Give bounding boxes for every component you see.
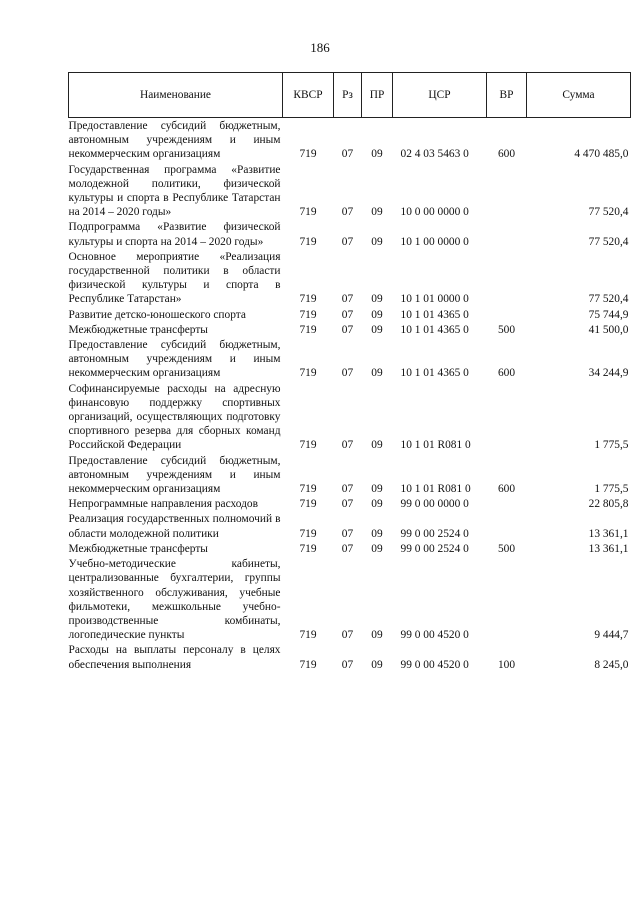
row-vr: 500: [497, 323, 516, 336]
row-pr: 09: [371, 323, 383, 336]
row-kvsr: 719: [299, 658, 317, 671]
row-sum: 77 520,4: [588, 293, 629, 306]
row-pr: 09: [371, 542, 383, 555]
table-row: [69, 249, 631, 307]
row-vr: 500: [497, 542, 516, 555]
row-pr: 09: [371, 308, 383, 321]
row-pr: 09: [371, 629, 383, 642]
row-sum: 34 244,9: [588, 367, 629, 380]
row-csr: 10 1 01 4365 0: [400, 308, 469, 321]
row-sum: 77 520,4: [588, 206, 629, 219]
header-kvsr: КВСР: [283, 73, 334, 118]
row-name: Основное мероприятие «Реализация государственной политики в области физической культуры и спорта в Республике Татарстан»: [68, 250, 281, 306]
row-vr: [487, 219, 527, 248]
row-name: Софинансируемые расходы на адресную финансовую поддержку спортивных организаций, осуществляющих подготовку спортивного резерва для сборных команд Российской Федерации: [68, 382, 281, 452]
row-rz: 07: [341, 323, 354, 336]
row-kvsr: 719: [299, 542, 317, 555]
row-pr: 09: [371, 293, 383, 306]
row-vr: [487, 162, 527, 220]
row-vr: [487, 307, 527, 322]
row-vr: [487, 496, 527, 511]
row-rz: 07: [341, 308, 354, 321]
table-row: [69, 381, 631, 453]
header-vr: ВР: [487, 73, 527, 118]
row-sum: 13 361,1: [588, 527, 629, 540]
row-csr: 99 0 00 2524 0: [400, 527, 469, 540]
row-csr: 10 1 01 0000 0: [400, 293, 469, 306]
table-row: [69, 322, 631, 337]
row-name: Развитие детско-юношеского спорта: [68, 308, 246, 321]
table-row: [69, 541, 631, 556]
row-rz: 07: [341, 367, 354, 380]
row-sum: 1 775,5: [594, 439, 629, 452]
row-rz: 07: [341, 293, 354, 306]
row-rz: 07: [341, 148, 354, 161]
row-rz: 07: [341, 483, 354, 496]
row-csr: 10 0 00 0000 0: [400, 206, 469, 219]
row-kvsr: 719: [299, 148, 317, 161]
row-kvsr: 719: [299, 367, 317, 380]
row-name: Межбюджетные трансферты: [68, 542, 208, 555]
table-row: [69, 307, 631, 322]
table-row: [69, 453, 631, 497]
row-csr: 10 1 01 4365 0: [400, 367, 469, 380]
row-kvsr: 719: [299, 293, 317, 306]
row-sum: 77 520,4: [588, 235, 629, 248]
row-pr: 09: [371, 658, 383, 671]
row-name: Расходы на выплаты персоналу в целях обеспечения выполнения: [68, 644, 281, 671]
header-sum: Сумма: [527, 73, 631, 118]
row-rz: 07: [341, 658, 354, 671]
row-vr: 600: [497, 148, 516, 161]
row-vr: 100: [497, 658, 516, 671]
row-sum: 22 805,8: [588, 498, 629, 511]
row-csr: 10 1 00 0000 0: [400, 235, 469, 248]
row-kvsr: 719: [299, 308, 317, 321]
row-name: Подпрограмма «Развитие физической культуры и спорта на 2014 – 2020 годы»: [68, 221, 281, 248]
row-pr: 09: [371, 206, 383, 219]
row-kvsr: 719: [299, 483, 317, 496]
row-name: Предоставление субсидий бюджетным, автономным учреждениям и иным некоммерческим организациям: [68, 454, 281, 496]
row-sum: 1 775,5: [594, 483, 629, 496]
row-pr: 09: [371, 367, 383, 380]
row-kvsr: 719: [299, 498, 317, 511]
row-pr: 09: [371, 439, 383, 452]
row-csr: 99 0 00 0000 0: [400, 498, 469, 511]
row-name: Учебно-методические кабинеты, централизованные бухгалтерии, группы хозяйственного обслуживания, учебные фильмотеки, межшкольные учебно-производственные комбинаты, логопедические пункты: [68, 558, 281, 642]
header-csr: ЦСР: [393, 73, 487, 118]
row-pr: 09: [371, 498, 383, 511]
row-name: Межбюджетные трансферты: [68, 323, 208, 336]
row-csr: 10 1 01 R081 0: [400, 439, 471, 452]
row-vr: [487, 249, 527, 307]
row-vr: 600: [497, 367, 516, 380]
row-sum: 75 744,9: [588, 308, 629, 321]
row-rz: 07: [341, 235, 354, 248]
row-kvsr: 719: [299, 439, 317, 452]
row-name: Реализация государственных полномочий в области молодежной политики: [68, 513, 281, 540]
page-number: 186: [310, 40, 330, 55]
table-row: [69, 162, 631, 220]
row-csr: 10 1 01 R081 0: [400, 483, 471, 496]
row-csr: 99 0 00 4520 0: [400, 629, 469, 642]
row-sum: 13 361,1: [588, 542, 629, 555]
row-name: Государственная программа «Развитие молодежной политики, физической культуры и спорта в Республике Татарстан на 2014 – 2020 годы»: [68, 163, 281, 219]
row-kvsr: 719: [299, 629, 317, 642]
row-vr: [487, 556, 527, 642]
row-sum: 4 470 485,0: [574, 148, 629, 161]
header-name: Наименование: [69, 73, 283, 118]
table-header-row: [69, 73, 631, 118]
row-vr: [487, 381, 527, 453]
row-csr: 99 0 00 2524 0: [400, 542, 469, 555]
row-rz: 07: [341, 206, 354, 219]
row-pr: 09: [371, 527, 383, 540]
row-pr: 09: [371, 483, 383, 496]
row-sum: 9 444,7: [594, 629, 629, 642]
row-sum: 8 245,0: [594, 658, 629, 671]
row-rz: 07: [341, 542, 354, 555]
header-rz: Рз: [334, 73, 362, 118]
row-name: Предоставление субсидий бюджетным, автономным учреждениям и иным некоммерческим организациям: [68, 120, 281, 161]
row-sum: 41 500,0: [588, 323, 629, 336]
row-name: Предоставление субсидий бюджетным, автономным учреждениям и иным некоммерческим организациям: [68, 339, 281, 380]
table-row: [69, 511, 631, 540]
header-pr: ПР: [362, 73, 393, 118]
row-rz: 07: [341, 439, 354, 452]
row-kvsr: 719: [299, 206, 317, 219]
row-rz: 07: [341, 629, 354, 642]
row-rz: 07: [341, 527, 354, 540]
row-vr: 600: [497, 483, 516, 496]
row-name: Непрограммные направления расходов: [68, 498, 259, 511]
row-kvsr: 719: [299, 527, 317, 540]
row-csr: 10 1 01 4365 0: [400, 323, 469, 336]
table-row: [69, 118, 631, 162]
row-pr: 09: [371, 235, 383, 248]
table-row: [69, 219, 631, 248]
row-rz: 07: [341, 498, 354, 511]
row-kvsr: 719: [299, 235, 317, 248]
row-kvsr: 719: [299, 323, 317, 336]
row-csr: 02 4 03 5463 0: [400, 148, 469, 161]
table-row: [69, 337, 631, 381]
row-pr: 09: [371, 148, 383, 161]
table-row: [69, 642, 631, 671]
budget-table: [68, 72, 631, 672]
row-vr: [487, 511, 527, 540]
table-row: [69, 556, 631, 642]
row-csr: 99 0 00 4520 0: [400, 658, 469, 671]
table-row: [69, 496, 631, 511]
